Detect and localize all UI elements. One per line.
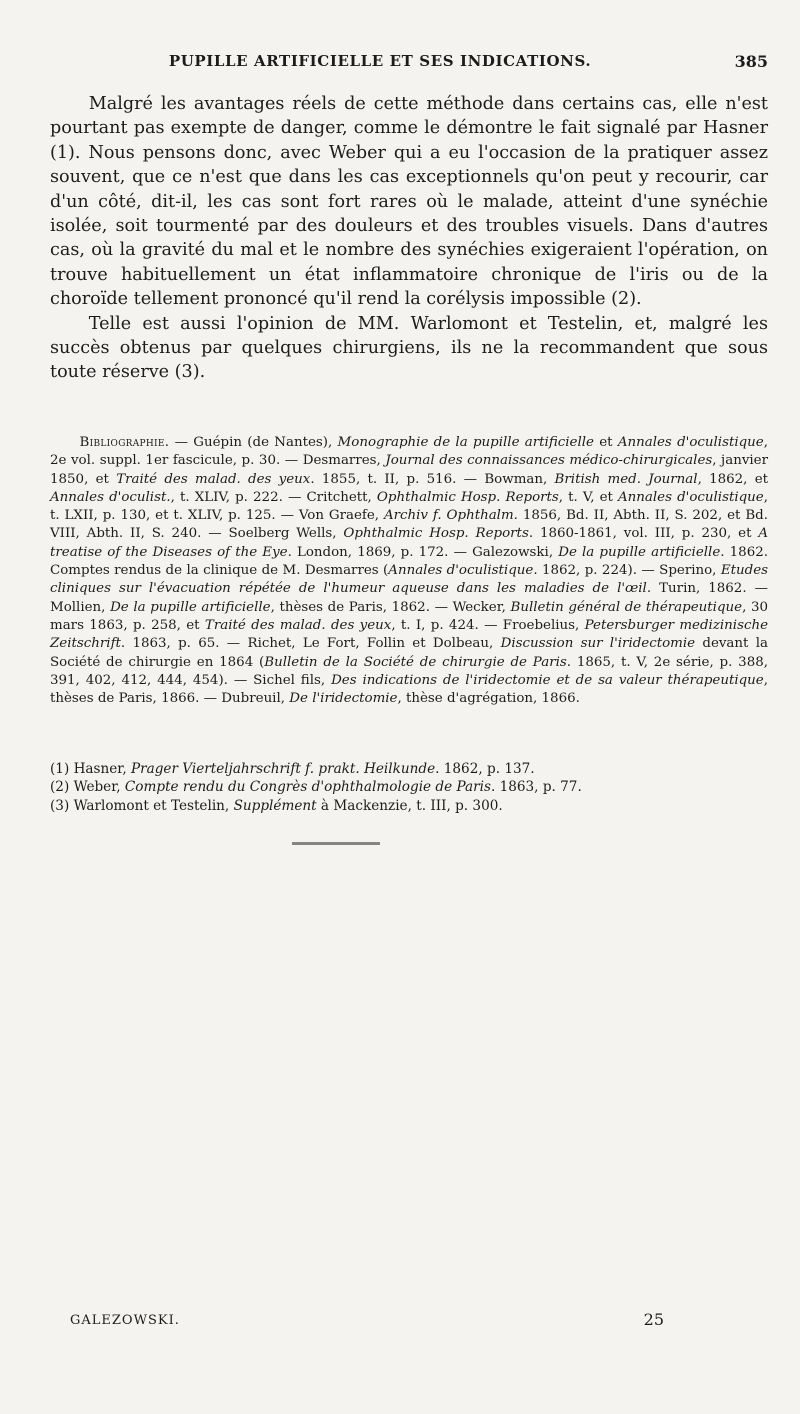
citation-text: , 2e vol. suppl. 1er fascicule, p. 30. — Desmarres, [50,435,768,469]
citation-text: . Turin, 1862. — Mollien, [50,581,768,615]
footnote [50,760,768,778]
citation-title: British med. Journal [554,471,698,487]
citation-text: et [593,435,618,450]
citation-text: . 1863, p. 77. [490,779,582,796]
citation-text: , janvier 1850, et [50,453,768,487]
citation-title: Prager Vierteljahrschrift f. prakt. Heilkunde [130,761,436,777]
bibliography-paragraph [50,434,768,708]
citation-title: De l'iridectomie [289,691,398,707]
citation-text: 1856, Bd. II, Abth. II, S. 202, et Bd. VIII, Abth. II, S. 240. — Soelberg Wells, [50,508,768,542]
citation-text: . London, 1869, p. 172. — Galezowski, [287,544,559,560]
citation-text: (3) Warlomont et Testelin, [50,797,234,814]
citation-title: Annales d'oculistique [388,563,534,579]
citation-title: Etudes cliniques sur l'évacuation répétée de l'humeur aqueuse dans les maladies de l'œil [50,563,768,597]
citation-text: , t. I, p. 424. — Froebelius, [391,617,585,633]
citation-title: Journal des connaissances médico-chirurgicales [385,453,713,469]
citation-text: , thèses de Paris, 1862. — Wecker, [270,599,511,615]
citation-title: Traité des malad. des yeux [116,471,311,487]
citation-text: . 1860-1861, vol. III, p. 230, et [528,526,759,542]
citation-text: , 1862, et [697,471,769,487]
footnotes [50,760,768,815]
citation-title: Bulletin de la Société de chirurgie de Paris [264,654,567,670]
citation-title: Annales d'oculistique [617,435,764,450]
citation-title: Bulletin général de thérapeutique [510,599,743,615]
paragraph: Malgré les avantages réels de cette méthode dans certains cas, elle n'est pourtant pas exempte de danger, comme le démontre le fait signalé par Hasner (1). Nous pensons donc, avec Weber qui a eu l'occasion de la pratiquer assez souvent, que ce n'est que dans les cas exceptionnels qu'on peut y recourir, car d'un côté, dit-il, les cas sont fort rares où le malade, atteint d'une synéchie isolée, soit tourmenté par des douleurs et des troubles visuels. Dans d'autres cas, où la gravité du mal et le nombre des synéchies exigeraient l'opération, on trouve habituellement un état inflammatoire chronique de l'iris ou de la choroïde tellement prononcé qu'il rend la corélysis impossible (2). [50,94,768,310]
body-text [50,92,768,385]
citation-text: . 1865, t. V, 2e série, p. 388, 391, 402, 412, 444, 454). — Sichel fils, [50,654,768,688]
citation-title: Annales d'oculist. [50,489,171,505]
citation-text: . 1855, t. II, p. 516. — Bowman, [310,471,555,487]
citation-title: Petersburger medizinische Zeitschrift [50,617,769,652]
citation-text: . 1862, p. 224). — Sperino, [533,563,721,579]
citation-text: . 1862, p. 137. [435,761,535,777]
citation-text: , thèse d'agrégation, 1866. [397,691,580,707]
sheet-number: 25 [643,1310,664,1329]
citation-title: A treatise of the Diseases of the Eye [50,526,768,560]
citation-text: , t. V, et [558,489,618,505]
citation-title: Annales d'oculistique [617,489,764,505]
citation-title: Ophthalmic Hosp. Reports [376,489,559,505]
citation-text: , thèses de Paris, 1866. — Dubreuil, [50,672,768,707]
footnote-rule [292,842,380,845]
footnote [50,797,768,815]
citation-text: devant la Société de chirurgie en 1864 ( [50,636,768,670]
citation-text: , t. XLIV, p. 222. — Critchett, [170,489,377,505]
citation-title: Compte rendu du Congrès d'ophthalmologie de Paris [124,779,491,796]
footnote [50,778,768,796]
citation-text: — Guépin (de Nantes), [169,435,338,450]
citation-text: à Mackenzie, t. III, p. 300. [316,797,503,814]
citation-text: . 1863, p. 65. — Richet, Le Fort, Follin et Dolbeau, [120,636,501,652]
bibliography [50,434,768,708]
citation-text: . 1862. Comptes rendus de la clinique de M. Desmarres ( [50,544,768,579]
citation-text: , 30 mars 1863, p. 258, et [50,599,768,633]
signature-mark: GALEZOWSKI. [70,1313,180,1328]
running-title: PUPILLE ARTIFICIELLE ET SES INDICATIONS. [168,52,592,70]
citation-title: Ophthalmic Hosp. Reports [343,526,529,542]
citation-title: Traité des malad. des yeux [204,617,392,633]
citation-title: Archiv f. Ophthalm. [383,508,518,524]
citation-title: De la pupille artificielle [558,544,721,560]
citation-text: , t. LXII, p. 130, et t. XLIV, p. 125. — Von Graefe, [50,489,768,524]
citation-title: De la pupille artificielle [110,599,271,615]
citation-title: Des indications de l'iridectomie et de sa valeur thérapeutique [331,672,764,688]
citation-title: Supplément [233,797,317,814]
page-number: 385 [734,52,768,71]
page-header [50,52,768,74]
citation-title: Monographie de la pupille artificielle [337,435,594,450]
book-page [50,0,768,1414]
citation-title: Discussion sur l'iridectomie [500,636,696,652]
citation-text: (2) Weber, [50,779,125,796]
bibliography-label: Bibliographie. [79,435,170,450]
paragraph: Telle est aussi l'opinion de MM. Warlomont et Testelin, et, malgré les succès obtenus par quelques chirurgiens, ils ne la recommandent que sous toute réserve (3). [50,313,768,383]
citation-text: (1) Hasner, [50,761,131,777]
